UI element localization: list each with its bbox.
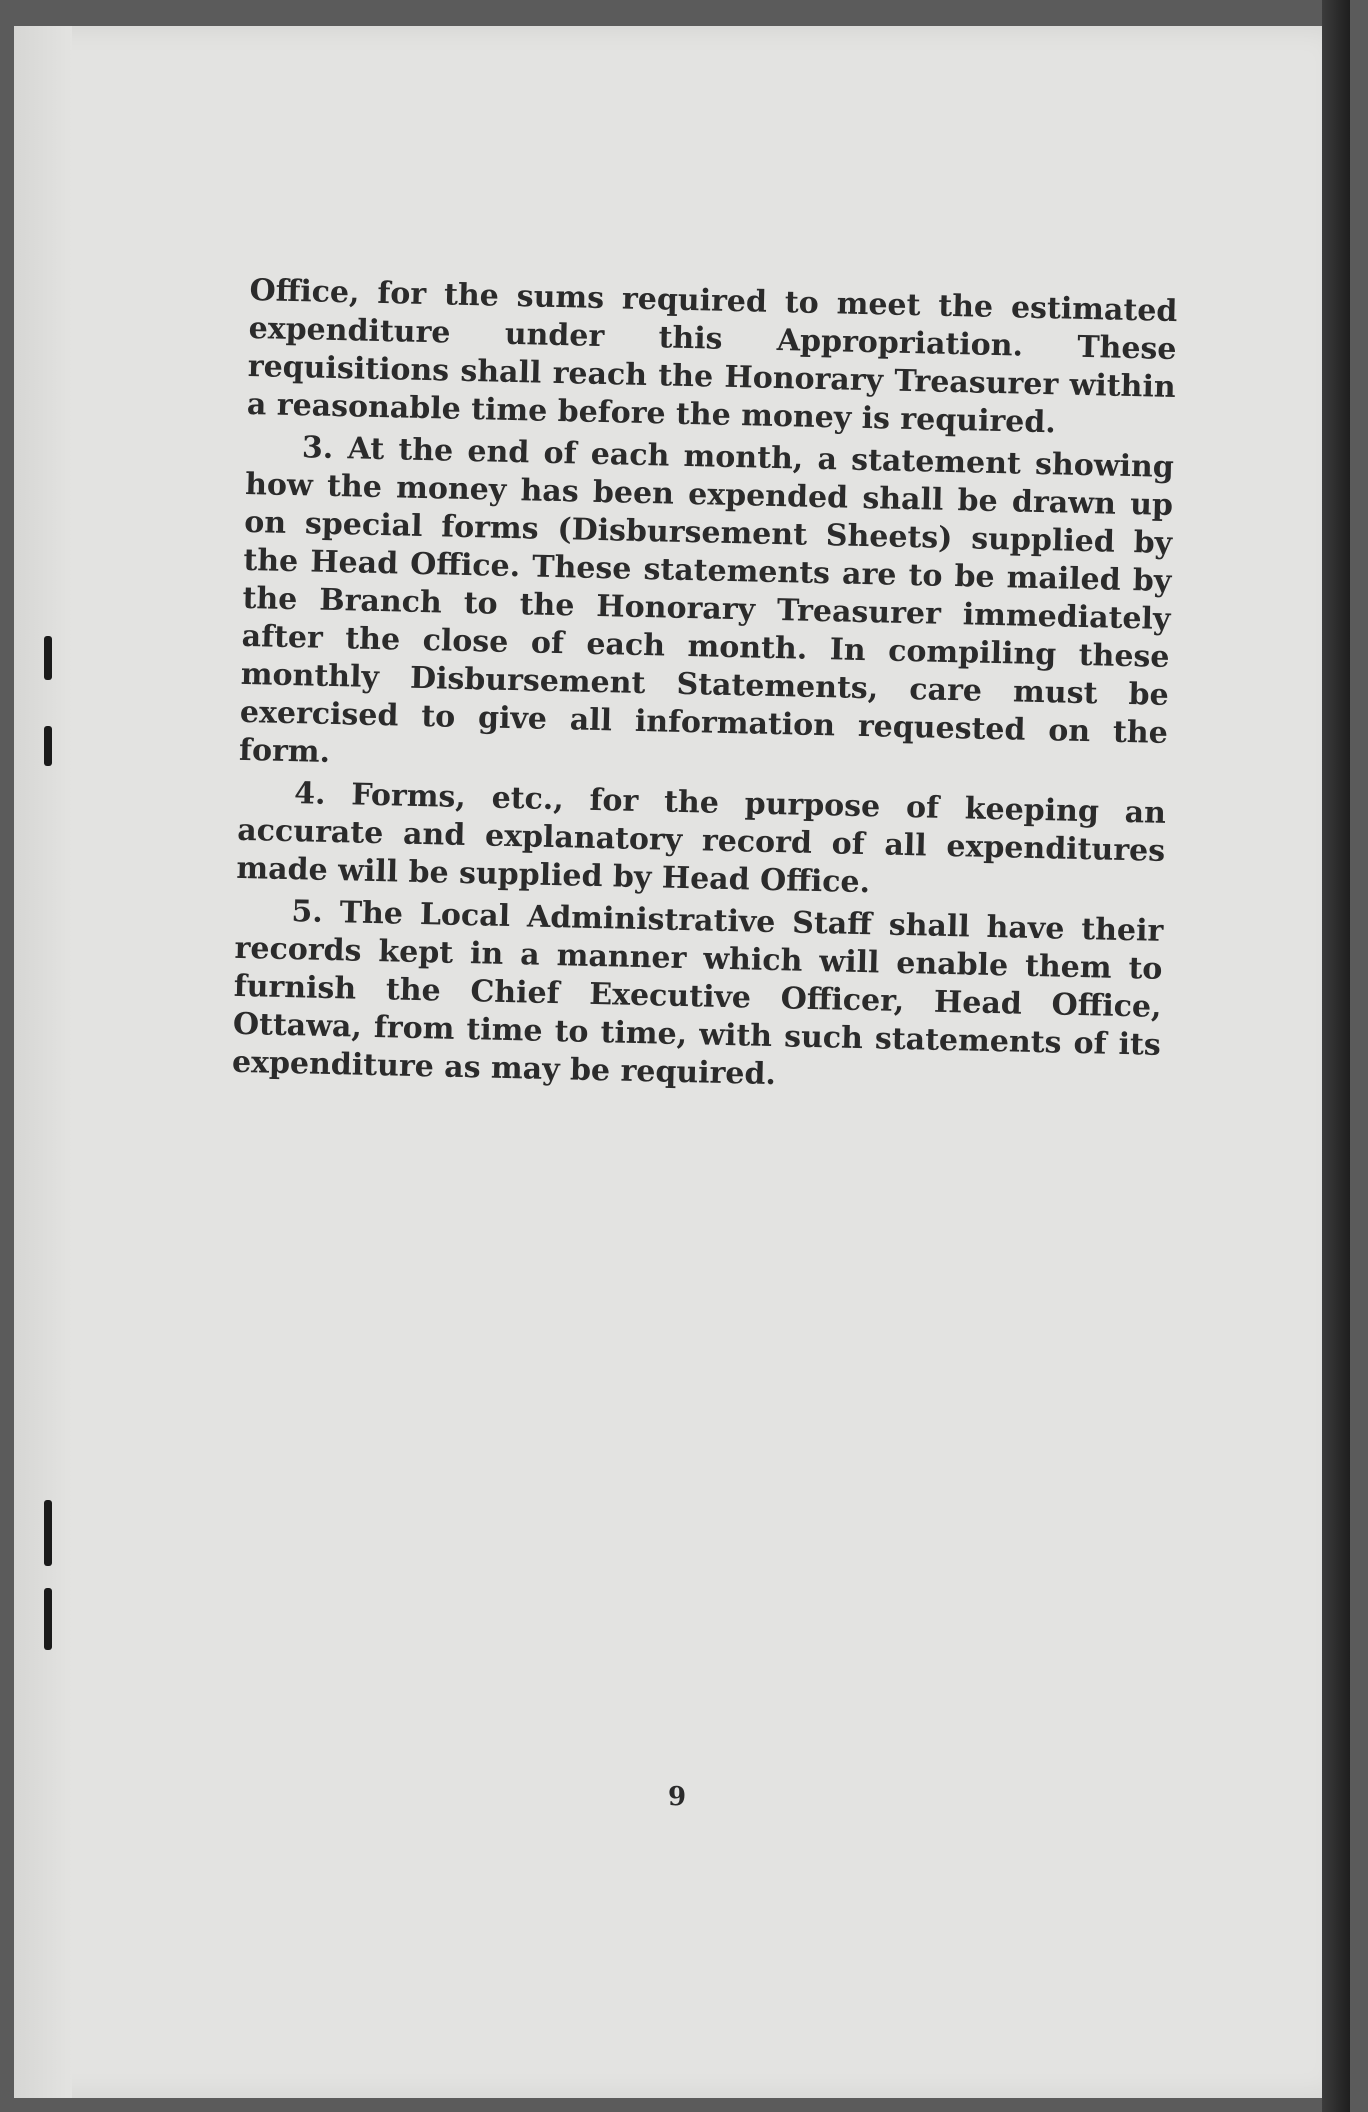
binding-mark bbox=[44, 1588, 52, 1650]
binding-mark bbox=[44, 726, 52, 766]
body-text bbox=[232, 272, 1178, 1107]
paragraph-5: 5. The Local Administrative Staff shall have their records kept in a manner which will enable them to furnish the Chief Executive Officer, Head Office, Ottawa, from time to time, with such statements of its expenditure as may be required. bbox=[231, 894, 1164, 1093]
paragraph-4: 4. Forms, etc., for the purpose of keeping an accurate and explanatory record of all expenditures made will be supplied by Head Office. bbox=[236, 776, 1167, 901]
paragraph-3: 3. At the end of each month, a statement showing how the money has been expended shall be drawn up on special forms (Disbursement Sheets) supplied by the Head Office. These statements are to be mailed by the Branch to the Honorary Treasurer immediately after the close of each month. In compiling these monthly Disbursement Statements, care must be exercised to give all information requested on the form. bbox=[238, 430, 1175, 770]
binding-mark bbox=[44, 1500, 52, 1566]
page-number: 9 bbox=[667, 1782, 687, 1812]
binding-mark bbox=[44, 636, 52, 680]
document-page bbox=[14, 26, 1340, 2098]
paragraph-continuation: Office, for the sums required to meet the estimated expenditure under this Appropriation. These requisitions shall reach the Honorary Treasurer within a reasonable time before the money is required. bbox=[246, 272, 1178, 441]
